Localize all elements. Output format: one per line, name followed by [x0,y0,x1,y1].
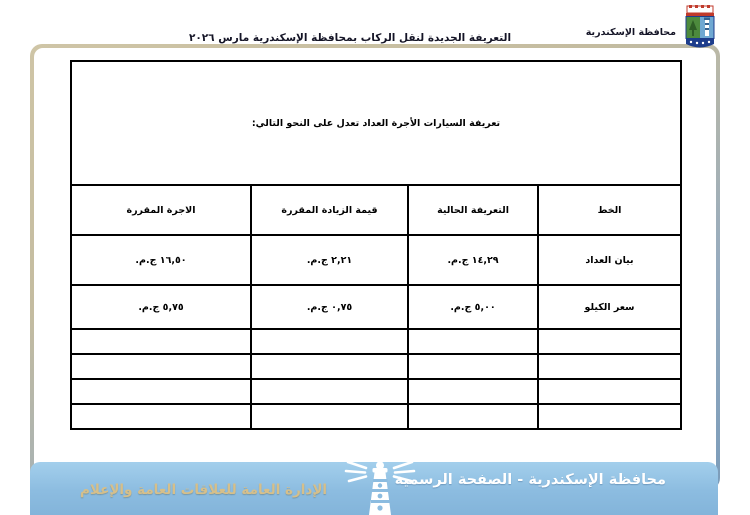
empty-cell [251,329,408,354]
cell-current: ١٤,٢٩ ج.م. [408,235,538,285]
table-caption: تعريفة السيارات الأجرة العداد تعدل على النحو التالي: [71,61,681,185]
col-header-current-tariff: التعريفة الحالية [408,185,538,235]
empty-cell [251,354,408,379]
empty-cell [408,379,538,404]
empty-cell [71,354,251,379]
empty-cell [538,404,681,429]
lighthouse-icon [344,458,416,515]
empty-cell [538,379,681,404]
empty-cell [71,379,251,404]
cell-increase: ٠,٧٥ ج.م. [251,285,408,329]
table-caption-row [71,61,681,185]
tariff-table [70,60,682,430]
cell-approved: ١٦,٥٠ ج.م. [71,235,251,285]
empty-cell [538,354,681,379]
cell-line: بيان العداد [538,235,681,285]
empty-cell [71,329,251,354]
table-row [71,235,681,285]
col-header-approved-fare: الاجرة المقررة [71,185,251,235]
footer-department-name: الإدارة العامة للعلاقات العامة والإعلام [80,482,328,498]
alexandria-coat-of-arms-icon [684,4,716,50]
table-empty-row [71,329,681,354]
table-empty-row [71,379,681,404]
empty-cell [408,354,538,379]
cell-line: سعر الكيلو [538,285,681,329]
empty-cell [408,329,538,354]
cell-increase: ٢,٢١ ج.م. [251,235,408,285]
empty-cell [251,379,408,404]
table-empty-row [71,354,681,379]
empty-cell [408,404,538,429]
doc-title: التعريفة الجديدة لنقل الركاب بمحافظة الإسكندرية مارس ٢٠٢٦ [188,32,512,44]
cell-approved: ٥,٧٥ ج.م. [71,285,251,329]
table-header-row [71,185,681,235]
footer-page-name: محافظة الإسكندرية - الصفحة الرسمية [394,472,666,488]
table-empty-row [71,404,681,429]
cell-current: ٥,٠٠ ج.م. [408,285,538,329]
empty-cell [538,329,681,354]
org-name: محافظة الإسكندرية [585,27,676,38]
col-header-increase: قيمة الزيادة المقررة [251,185,408,235]
empty-cell [251,404,408,429]
empty-cell [71,404,251,429]
col-header-line: الخط [538,185,681,235]
table-row [71,285,681,329]
